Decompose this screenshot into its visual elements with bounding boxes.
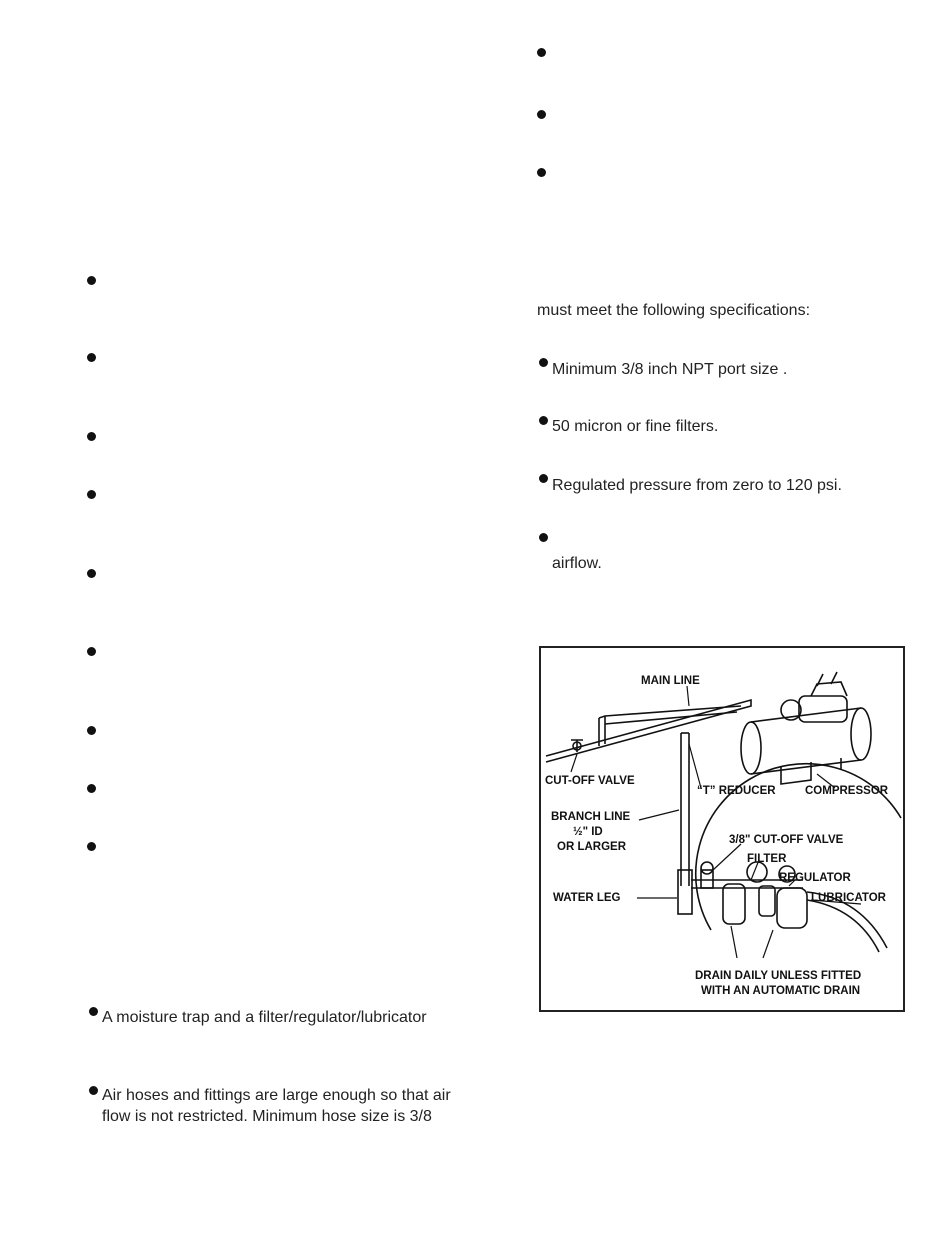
item-air-hoses: Air hoses and fittings are large enough so that air xyxy=(102,1087,451,1104)
bullet-left-8 xyxy=(87,784,96,793)
bullet-right-3 xyxy=(537,168,546,177)
regulator-body xyxy=(759,886,775,916)
bullet-moisture-trap xyxy=(89,1007,98,1016)
bullet-right-1 xyxy=(537,48,546,57)
item-air-hoses-continuation: flow is not restricted. Minimum hose size is 3/8 xyxy=(102,1108,432,1125)
compressor-head xyxy=(799,696,847,722)
spec-port-size: Minimum 3/8 inch NPT port size . xyxy=(552,361,788,378)
water-leg-pipe xyxy=(678,870,692,914)
label-main-line: MAIN LINE xyxy=(641,675,700,687)
bullet-left-1 xyxy=(87,276,96,285)
air-system-diagram xyxy=(539,646,905,1012)
bullet-air-hoses xyxy=(89,1086,98,1095)
label-t-reducer: “T” REDUCER xyxy=(697,785,776,797)
spec-pressure: Regulated pressure from zero to 120 psi. xyxy=(552,477,842,494)
label-compressor: COMPRESSOR xyxy=(805,785,889,797)
bullet-left-5 xyxy=(87,569,96,578)
label-filter: FILTER xyxy=(747,853,787,865)
label-water-leg: WATER LEG xyxy=(553,892,621,904)
bullet-left-3 xyxy=(87,432,96,441)
bullet-spec-filter xyxy=(539,416,548,425)
bullet-spec-pressure xyxy=(539,474,548,483)
item-moisture-trap: A moisture trap and a filter/regulator/lubricator xyxy=(102,1009,427,1026)
label-lubricator: LUBRICATOR xyxy=(811,892,886,904)
label-cutoff-valve: CUT-OFF VALVE xyxy=(545,775,635,787)
label-branch-id: ½" ID xyxy=(573,826,603,838)
spec-airflow-tail: airflow. xyxy=(552,555,602,572)
bullet-left-7 xyxy=(87,726,96,735)
bullet-left-2 xyxy=(87,353,96,362)
bullet-left-6 xyxy=(87,647,96,656)
bullet-left-4 xyxy=(87,490,96,499)
label-branch-line: BRANCH LINE xyxy=(551,811,631,823)
label-small-cutoff-valve: 3/8" CUT-OFF VALVE xyxy=(729,834,844,846)
bullet-spec-airflow xyxy=(539,533,548,542)
spec-intro: must meet the following specifications: xyxy=(537,302,811,319)
lubricator-bowl xyxy=(777,888,807,928)
filter-bowl xyxy=(723,884,745,924)
label-or-larger: OR LARGER xyxy=(557,841,626,853)
bullet-right-2 xyxy=(537,110,546,119)
bullet-left-9 xyxy=(87,842,96,851)
air-system-illustration xyxy=(541,648,903,1010)
branch-line-pipe xyxy=(681,733,689,886)
label-regulator: REGULATOR xyxy=(779,872,851,884)
label-drain-line2: WITH AN AUTOMATIC DRAIN xyxy=(701,985,861,997)
main-line-pipe xyxy=(546,700,751,762)
bullet-spec-port xyxy=(539,358,548,367)
label-drain-line1: DRAIN DAILY UNLESS FITTED xyxy=(695,970,862,982)
spec-filter: 50 micron or fine filters. xyxy=(552,418,719,435)
